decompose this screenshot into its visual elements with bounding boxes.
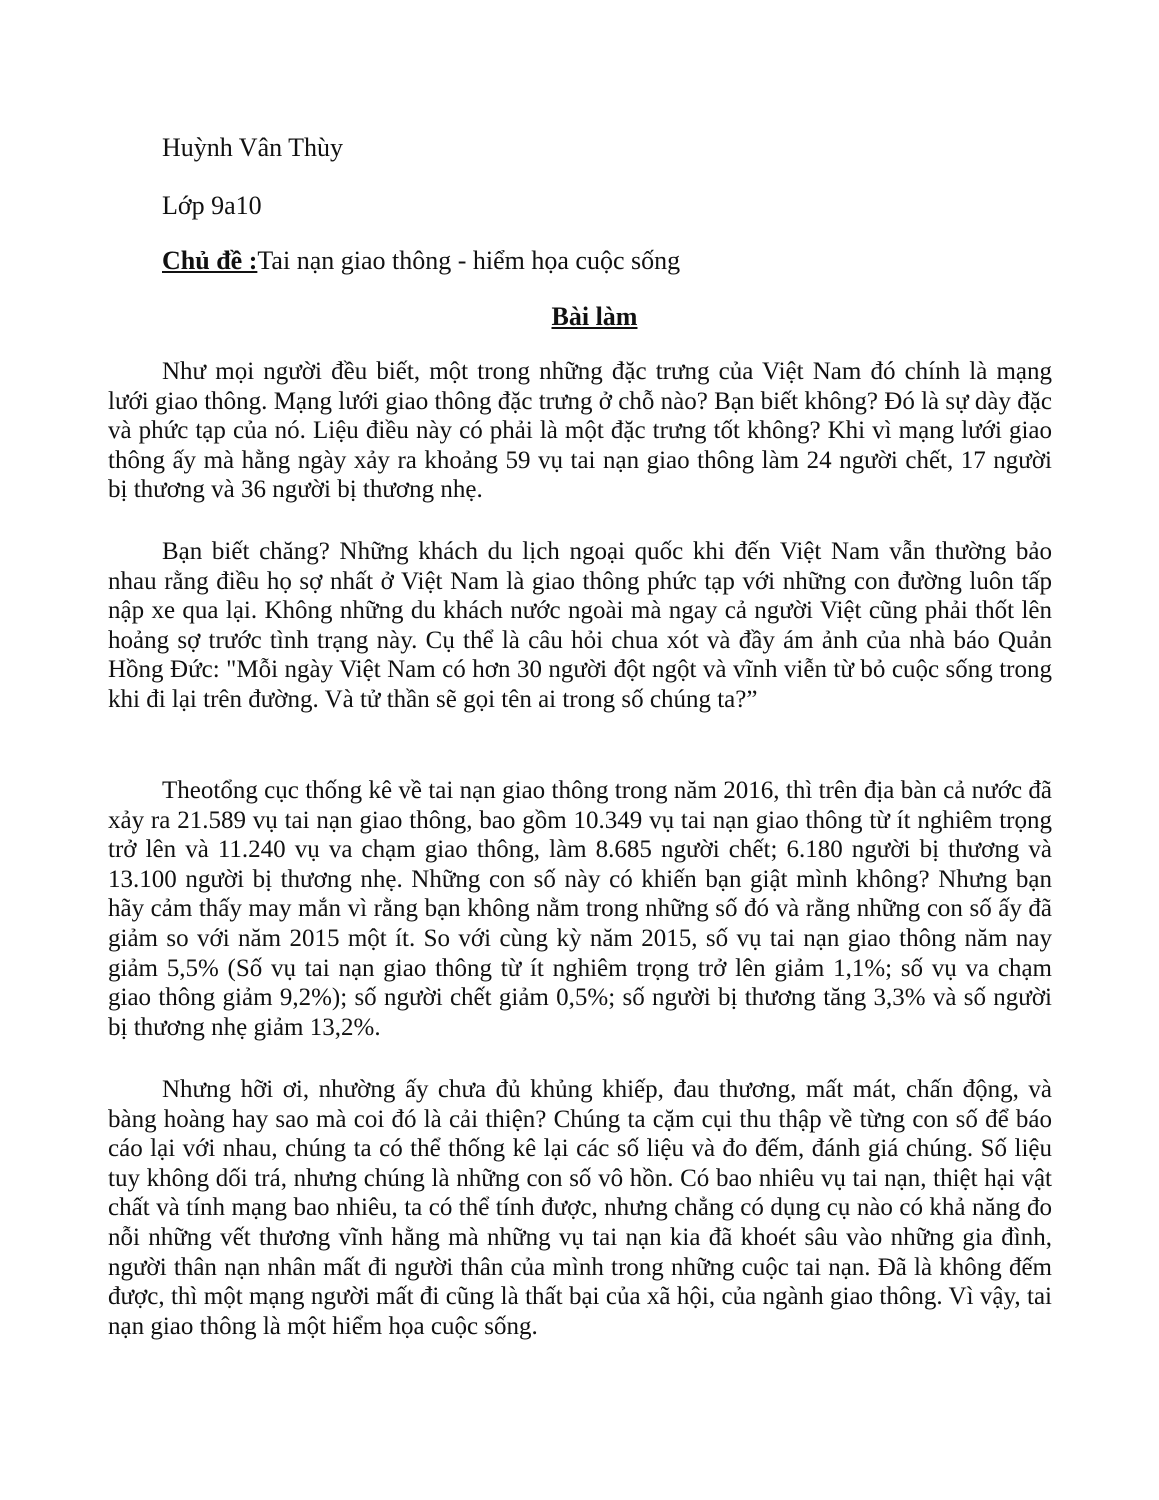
paragraph-4: Nhưng hỡi ơi, nhường ấy chưa đủ khủng khiếp, đau thương, mất mát, chấn động, và bàng hoàng hay sao mà coi đó là cải thiện? Chúng ta cặm cụi thu thập về từng con số để báo cáo lại với nhau, chúng ta có thể thống kê lại các số liệu và đo đếm, đánh giá chúng. Số liệu tuy không dối trá, nhưng chúng là những con số vô hồn. Có bao nhiêu vụ tai nạn, thiệt hại vật chất và tính mạng bao nhiêu, ta có thể tính được, nhưng chẳng có dụng cụ nào có khả năng đo nỗi những vết thương vĩnh hằng mà những vụ tai nạn kia đã khoét sâu vào những gia đình, người thân nạn nhân mất đi người thân của mình trong những cuộc tai nạn. Đã là không đếm được, thì một mạng người mất đi cũng là thất bại của xã hội, của ngành giao thông. Vì vậy, tai nạn giao thông là một hiểm họa cuộc sống. (108, 1076, 1052, 1340)
essay-title: Bài làm (551, 302, 638, 331)
author-name: Huỳnh Vân Thùy (162, 133, 344, 162)
topic-text: Tai nạn giao thông - hiểm họa cuộc sống (257, 246, 681, 275)
paragraph-1: Như mọi người đều biết, một trong những đặc trưng của Việt Nam đó chính là mạng lưới giao thông. Mạng lưới giao thông đặc trưng ở chỗ nào? Bạn biết không? Đó là sự dày đặc và phức tạp của nó. Liệu điều này có phải là một đặc trưng tốt không? Khi vì mạng lưới giao thông ấy mà hằng ngày xảy ra khoảng 59 vụ tai nạn giao thông làm 24 người chết, 17 người bị thương và 36 người bị thương nhẹ. (108, 358, 1052, 504)
paragraph-3: Theotổng cục thống kê về tai nạn giao thông trong năm 2016, thì trên địa bàn cả nước đã xảy ra 21.589 vụ tai nạn giao thông, bao gồm 10.349 vụ tai nạn giao thông từ ít nghiêm trọng trở lên và 11.240 vụ va chạm giao thông, làm 8.685 người chết; 6.180 người bị thương và 13.100 người bị thương nhẹ. Những con số này có khiến bạn giật mình không? Nhưng bạn hãy cảm thấy may mắn vì rằng bạn không nằm trong những số đó và rằng những con số ấy đã giảm so với năm 2015 một ít. So với cùng kỳ năm 2015, số vụ tai nạn giao thông năm nay giảm 5,5% (Số vụ tai nạn giao thông từ ít nghiêm trọng trở lên giảm 1,1%; số vụ va chạm giao thông giảm 9,2%); số người chết giảm 0,5%; số người bị thương tăng 3,3% và số người bị thương nhẹ giảm 13,2%. (108, 777, 1052, 1041)
topic-line (162, 246, 680, 276)
class-name: Lớp 9a10 (162, 191, 262, 220)
paragraph-2: Bạn biết chăng? Những khách du lịch ngoại quốc khi đến Việt Nam vẫn thường bảo nhau rằng điều họ sợ nhất ở Việt Nam là giao thông phức tạp với những con đường luôn tấp nập xe qua lại. Không những du khách nước ngoài mà ngay cả người Việt cũng phải thốt lên hoảng sợ trước tình trạng này. Cụ thể là câu hỏi chua xót và đầy ám ảnh của nhà báo Quản Hồng Đức: "Mỗi ngày Việt Nam có hơn 30 người đột ngột và vĩnh viễn từ bỏ cuộc sống trong khi đi lại trên đường. Và tử thần sẽ gọi tên ai trong số chúng ta?” (108, 538, 1052, 713)
topic-label: Chủ đề : (162, 246, 258, 275)
